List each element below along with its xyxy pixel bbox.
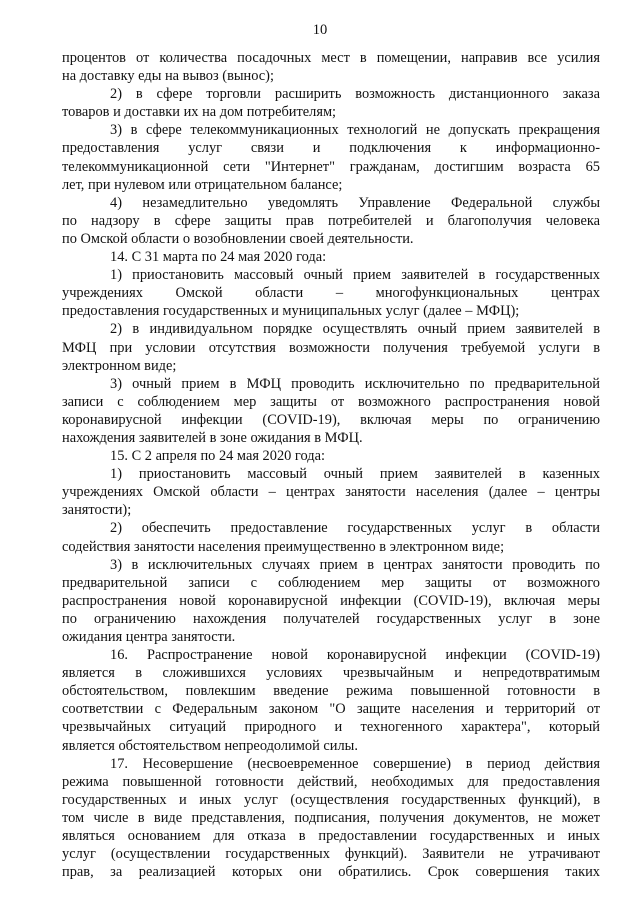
text-line: товаров и доставки их на дом потребителям; — [62, 104, 337, 121]
text-line: МФЦ при условии отсутствия возможности получения требуемой услуги в — [62, 339, 600, 356]
text-line: содействия занятости населения преимущественно в электронном виде; — [62, 538, 505, 555]
text-line: по Омской области о возобновлении своей деятельности. — [62, 230, 414, 247]
text-line: процентов от количества посадочных мест в помещении, направив все усилия — [62, 50, 600, 66]
text-line: учреждениях Омской области – многофункциональных центрах — [62, 285, 600, 302]
text-line: коронавирусной инфекции (COVID-19), включая меры по ограничению — [62, 411, 600, 428]
text-line: является в сложившихся условиях чрезвычайным и непредотвратимым — [62, 665, 600, 682]
text-line: 17. Несовершение (несвоевременное совершение) в период действия — [110, 755, 600, 772]
text-line: 15. С 2 апреля по 24 мая 2020 года: — [110, 448, 325, 465]
text-line: 1) приостановить массовый очный прием заявителей в государственных — [110, 267, 600, 284]
text-line: 1) приостановить массовый очный прием заявителей в казенных — [110, 466, 600, 483]
page-number: 10 — [312, 22, 328, 38]
text-line: 3) очный прием в МФЦ проводить исключительно по предварительной — [110, 375, 600, 392]
text-line: государственных и иных услуг (осуществления государственных функций), в — [62, 791, 600, 808]
text-line: учреждениях Омской области – центрах занятости населения (далее – центры — [62, 484, 600, 501]
text-line: обстоятельством, повлекшим введение режима повышенной готовности в — [62, 683, 600, 700]
text-line: соответствии с Федеральным законом "О защите населения и территорий от — [62, 701, 600, 718]
text-line: 2) обеспечить предоставление государственных услуг в области — [110, 520, 600, 537]
text-line: записи с соблюдением мер защиты от возможного распространения новой — [62, 393, 600, 410]
text-line: 14. С 31 марта по 24 мая 2020 года: — [110, 249, 327, 266]
document-body — [62, 49, 600, 881]
text-line: прав, за реализацией которых они обратились. Срок совершения таких — [62, 864, 600, 881]
text-line: 3) в исключительных случаях прием в центрах занятости проводить по — [110, 556, 600, 573]
text-line: занятости); — [62, 502, 132, 519]
text-line: 3) в сфере телекоммуникационных технологий не допускать прекращения — [110, 122, 600, 139]
text-line: ожидания центра занятости. — [62, 629, 236, 645]
text-line: режима повышенной готовности действий, необходимых для предоставления — [62, 773, 600, 790]
text-line: 4) незамедлительно уведомлять Управление Федеральной службы — [110, 194, 600, 211]
text-line: нахождения заявителей в зоне ожидания в МФЦ. — [62, 429, 363, 446]
text-line: телекоммуникационной сети "Интернет" гражданам, достигшим возраста 65 — [62, 158, 600, 175]
text-line: 2) в индивидуальном порядке осуществлять очный прием заявителей в — [110, 321, 600, 338]
text-line: 2) в сфере торговли расширить возможность дистанционного заказа — [110, 86, 600, 103]
text-line: являться основанием для отказа в предоставлении государственных и иных — [62, 828, 600, 845]
text-line: услуг (осуществлении государственных функций). Заявители не утрачивают — [62, 846, 600, 863]
text-line: на доставку еды на вывоз (вынос); — [62, 68, 274, 85]
text-line: предварительной записи с соблюдением мер защиты от возможного — [62, 574, 600, 591]
text-line: по надзору в сфере защиты прав потребителей и благополучия человека — [62, 212, 600, 229]
text-line: 16. Распространение новой коронавирусной инфекции (COVID-19) — [110, 647, 600, 664]
text-line: лет, при нулевом или отрицательном балансе; — [62, 176, 343, 193]
text-line: предоставления услуг связи и подключения к информационно- — [62, 140, 600, 157]
text-line: предоставления государственных и муниципальных услуг (далее – МФЦ); — [62, 303, 520, 320]
text-line: том числе в виде представления, подписания, получения документов, не может — [62, 809, 600, 826]
text-line: является обстоятельством непреодолимой силы. — [62, 737, 358, 754]
text-line: электронном виде; — [62, 357, 177, 374]
text-line: по ограничению нахождения получателей государственных услуг в зоне — [62, 610, 600, 627]
text-line: распространения новой коронавирусной инфекции (COVID-19), включая меры — [62, 592, 600, 609]
text-line: чрезвычайных ситуаций природного и техногенного характера", который — [62, 719, 600, 736]
